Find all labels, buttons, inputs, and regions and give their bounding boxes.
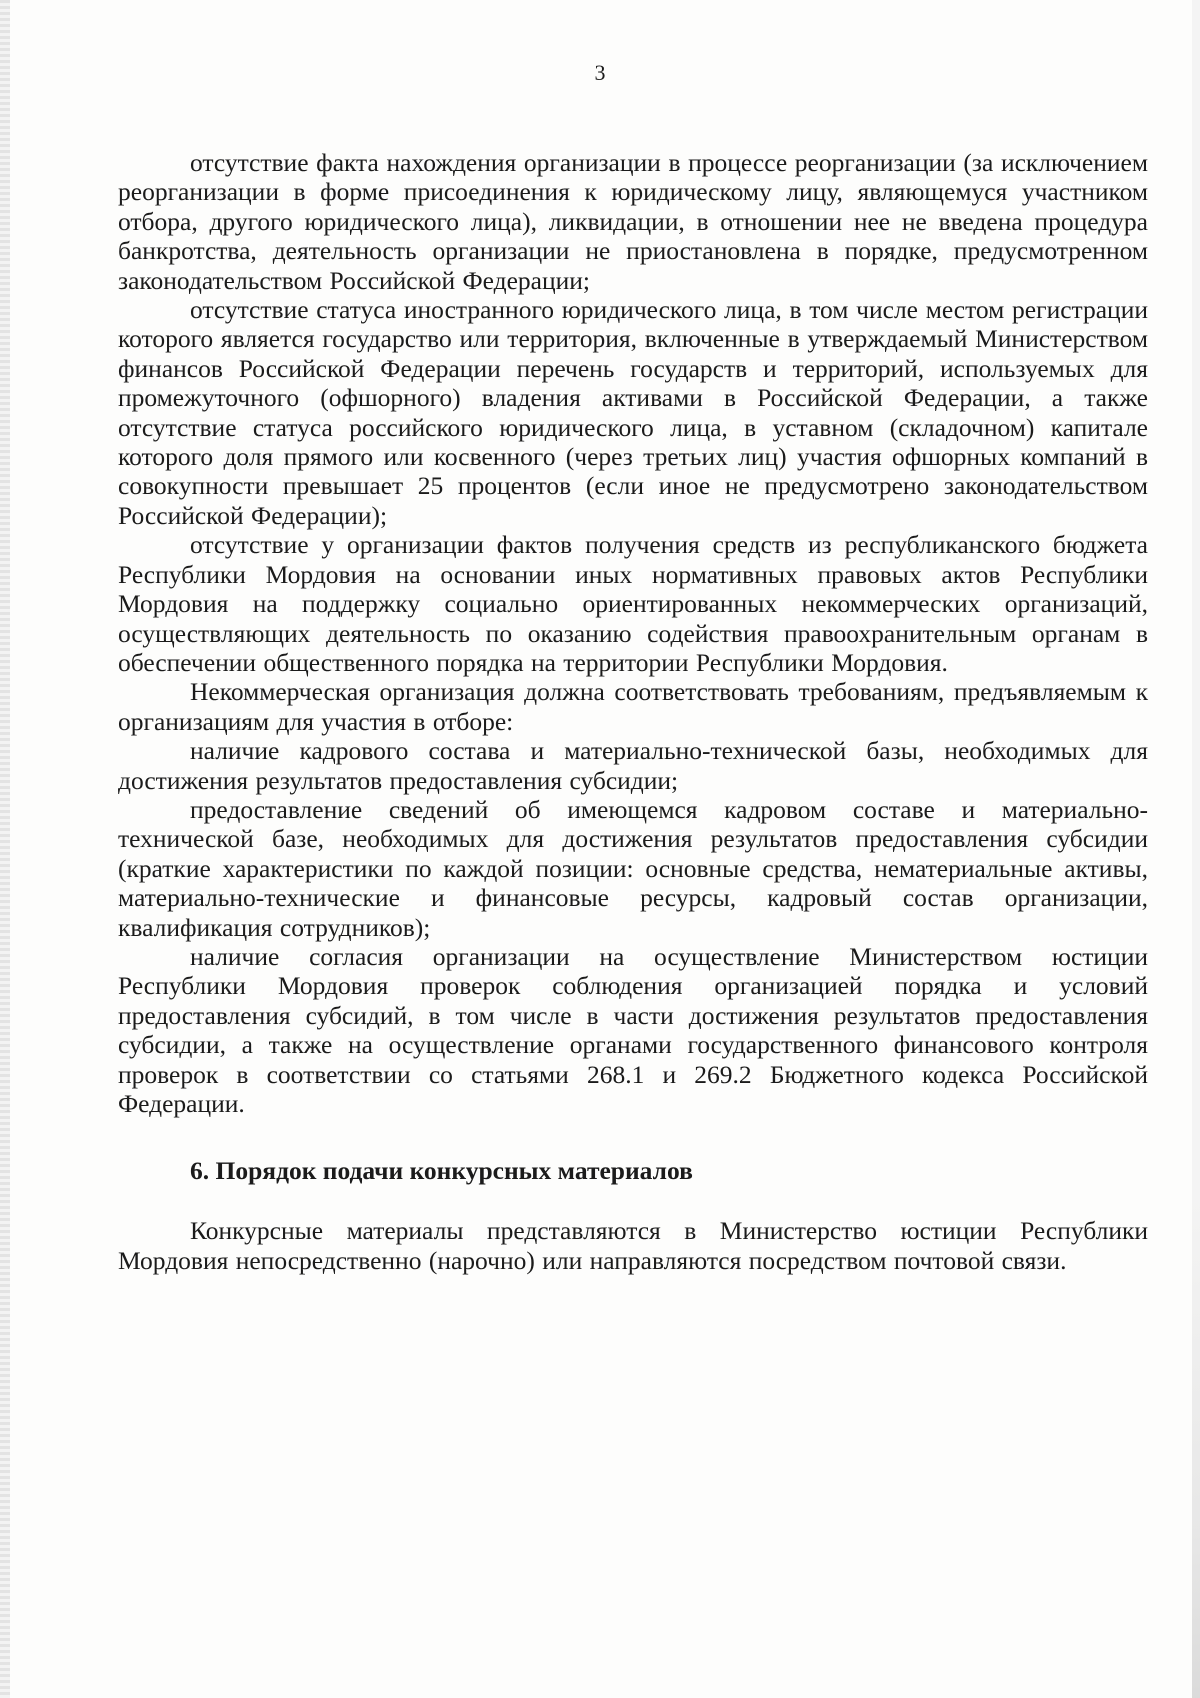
- page-number: 3: [594, 60, 606, 85]
- paragraph-information-provision: предоставление сведений об имеющемся кадровом составе и материально-технической базе, необходимых для достижения результатов предоставления субсидии (краткие характеристики по каждой позиции: основные средства, нематериальные активы, материально-технические и финансовые ресурсы, кадровый состав организации, квалификация сотрудников);: [118, 794, 1148, 942]
- paragraph-submission: Конкурсные материалы представляются в Министерство юстиции Республики Мордовия непосредственно (нарочно) или направляются посредством почтовой связи.: [118, 1216, 1148, 1275]
- paragraph-no-reorganization: отсутствие факта нахождения организации в процессе реорганизации (за исключением реорганизации в форме присоединения к юридическому лицу, являющемуся участником отбора, другого юридического лица), ликвидации, в отношении нее не введена процедура банкротства, деятельность организации не приостановлена в порядке, предусмотренном законодательством Российской Федерации;: [118, 148, 1148, 295]
- paragraph-no-foreign-status: отсутствие статуса иностранного юридического лица, в том числе местом регистрации которого является государство или территория, включенные в утверждаемый Министерством финансов Российской Федерации перечень государств и территорий, используемых для промежуточного (офшорного) владения активами в Российской Федерации, а также отсутствие статуса российского юридического лица, в уставном (складочном) капитале которого доля прямого или косвенного (через третьих лиц) участия офшорных компаний в совокупности превышает 25 процентов (если иное не предусмотрено законодательством Российской Федерации);: [118, 295, 1148, 530]
- scan-edge-right: [1192, 0, 1200, 1698]
- section-heading: 6. Порядок подачи конкурсных материалов: [190, 1156, 693, 1186]
- paragraph-consent-to-inspections: наличие согласия организации на осуществление Министерством юстиции Республики Мордовия проверок соблюдения организацией порядка и условий предоставления субсидий, в том числе в части достижения результатов предоставления субсидии, а также на осуществление органами государственного финансового контроля проверок в соответствии со статьями 268.1 и 269.2 Бюджетного кодекса Российской Федерации.: [118, 941, 1148, 1118]
- scan-edge-left: [0, 0, 10, 1698]
- document-body: [118, 148, 1148, 1275]
- paragraph-requirements-intro: Некоммерческая организация должна соответствовать требованиям, предъявляемым к организациям для участия в отборе:: [118, 677, 1148, 736]
- paragraph-staff-and-base: наличие кадрового состава и материально-технической базы, необходимых для достижения результатов предоставления субсидии;: [118, 736, 1148, 795]
- paragraph-no-other-funding: отсутствие у организации фактов получения средств из республиканского бюджета Республики Мордовия на основании иных нормативных правовых актов Республики Мордовия на поддержку социально ориентированных некоммерческих организаций, осуществляющих деятельность по оказанию содействия правоохранительным органам в обеспечении общественного порядка на территории Республики Мордовия.: [118, 530, 1148, 677]
